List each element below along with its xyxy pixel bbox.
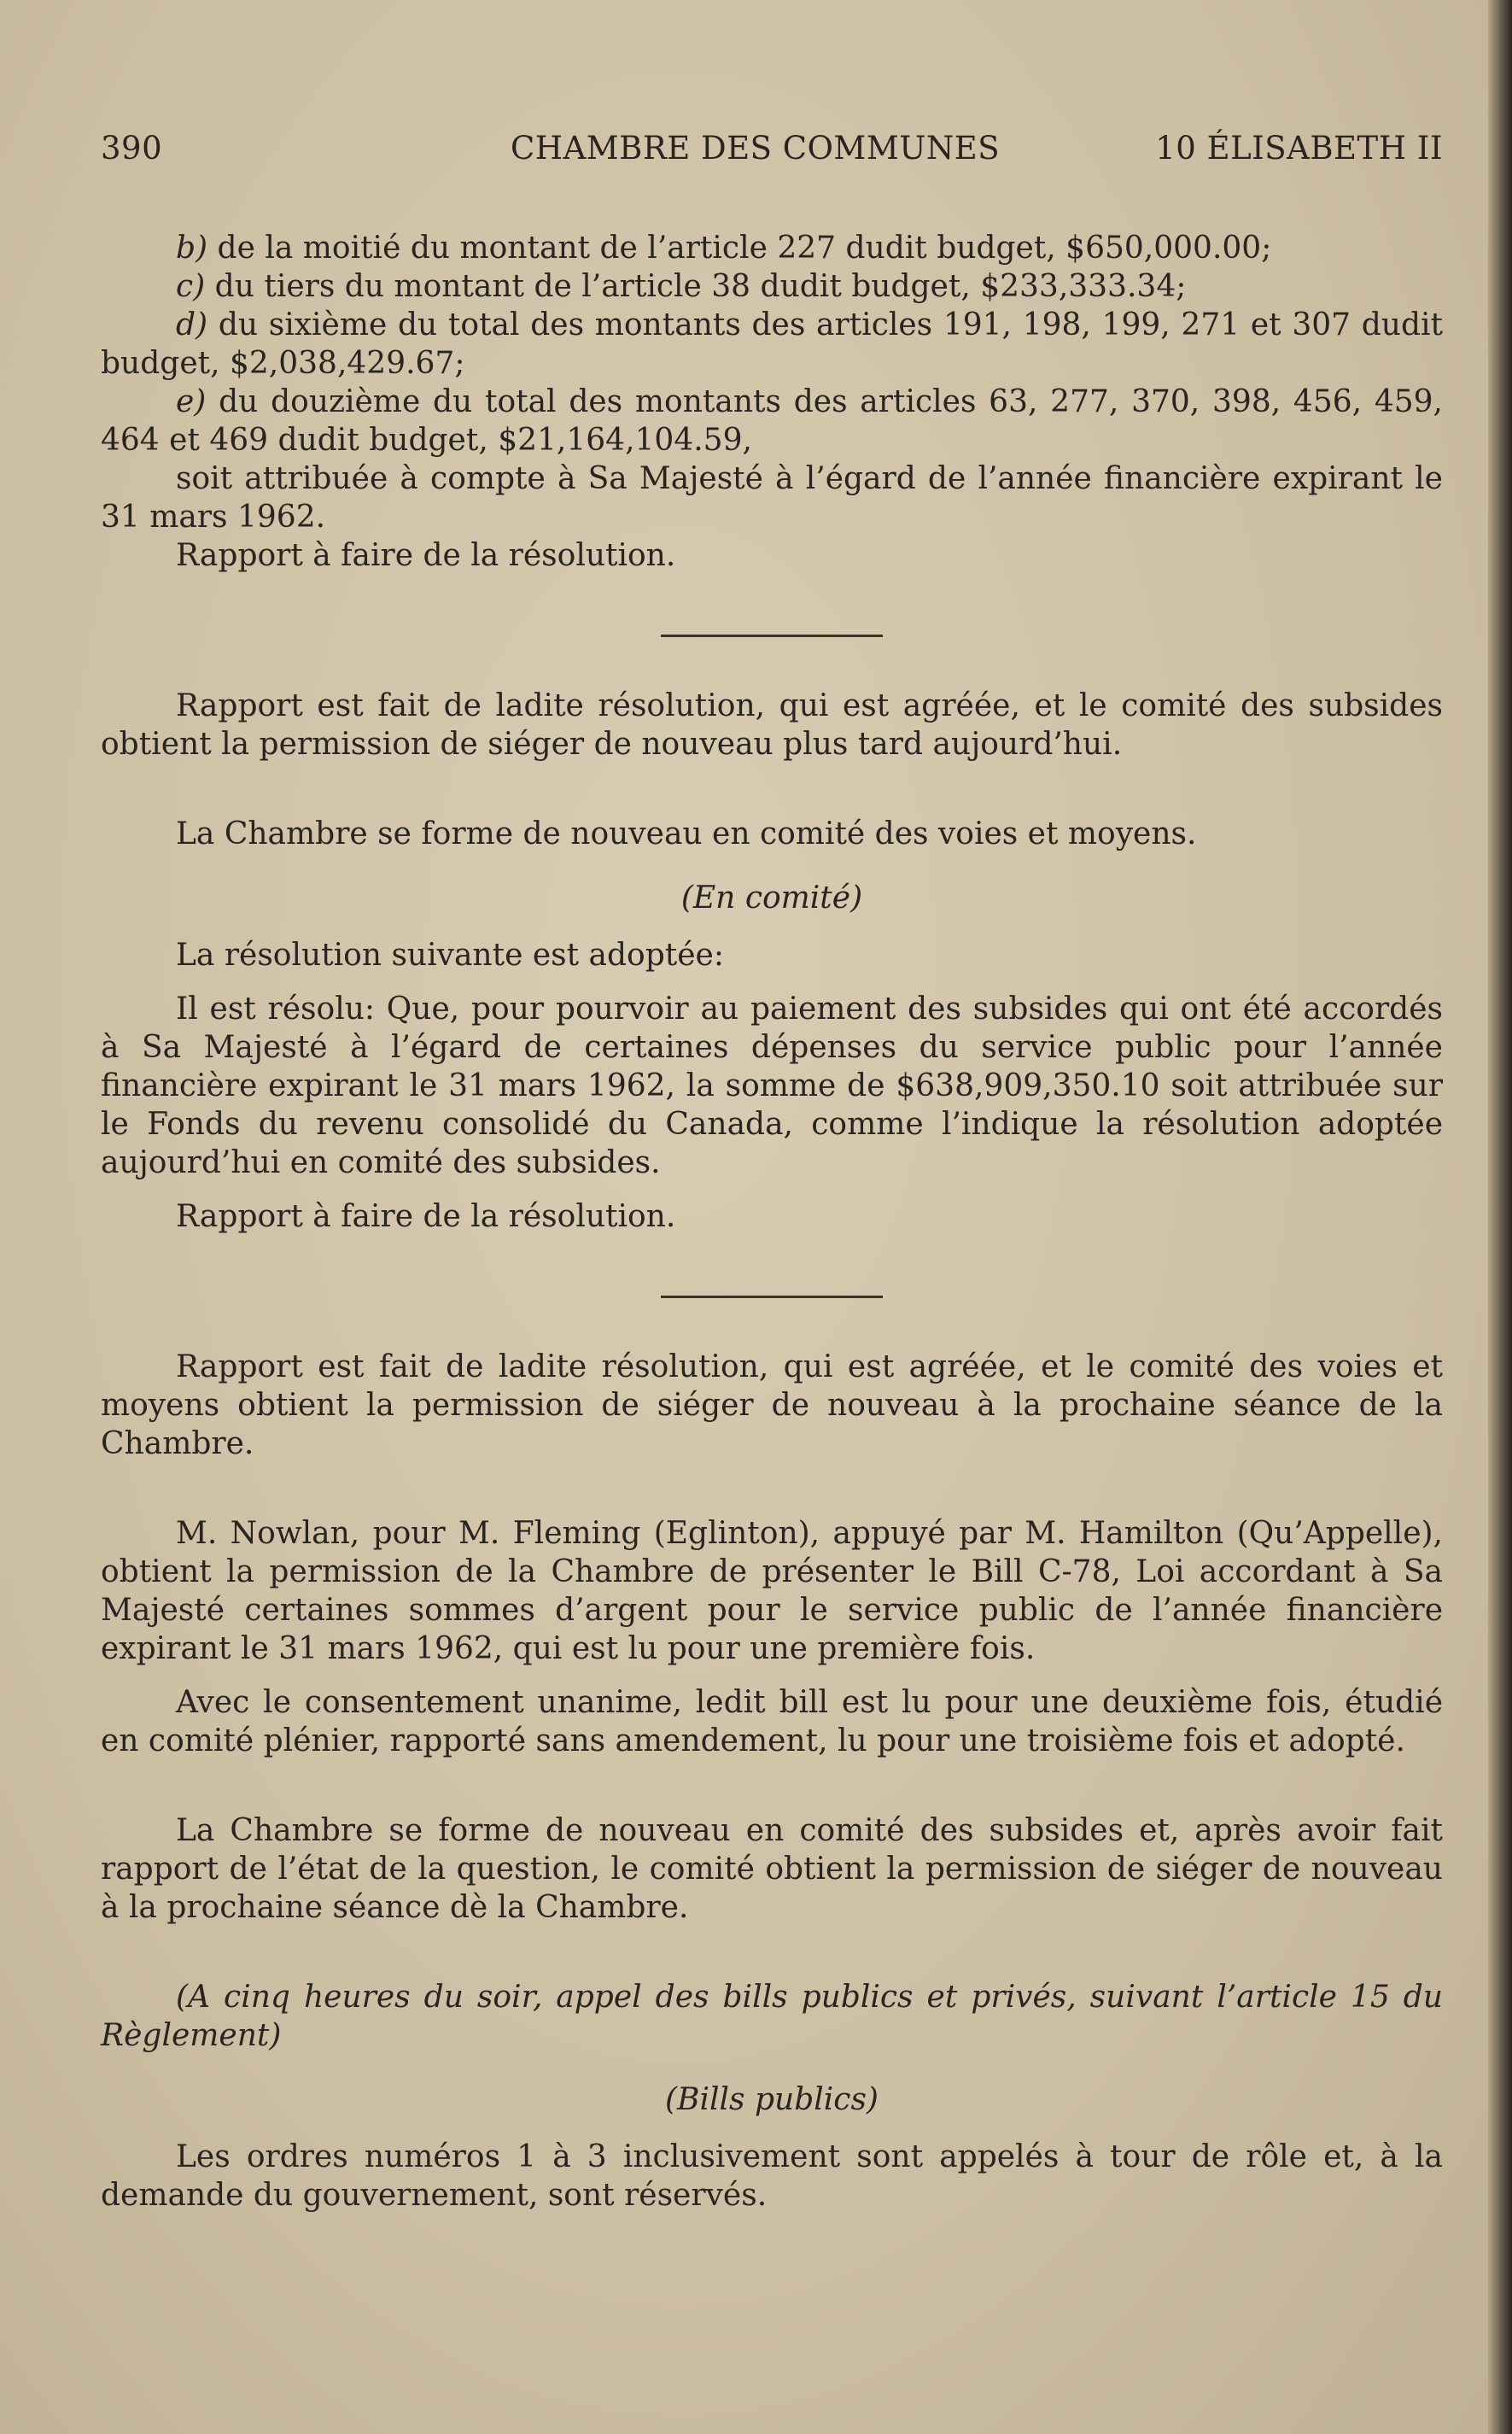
- page-header: [101, 130, 1443, 181]
- page-title: CHAMBRE DES COMMUNES: [511, 130, 1001, 167]
- section-heading: (En comité): [680, 881, 863, 916]
- item-label: c): [176, 269, 206, 304]
- paragraph: soit attribuée à compte à Sa Majesté à l’égard de l’année financière expirant le 31 mars 1962.: [101, 461, 1443, 535]
- page-edge: [1488, 0, 1512, 2434]
- paragraph: Rapport est fait de ladite résolution, qui est agréée, et le comité des subsides obtient la permission de siéger de nouveau plus tard aujourd’hui.: [101, 688, 1443, 762]
- page-body: [101, 229, 1443, 2215]
- paragraph: Il est résolu: Que, pour pourvoir au paiement des subsides qui ont été accordés à Sa Majesté à l’égard de certaines dépenses du service public pour l’année financière expirant le 31 mars 1962, la somme de $638,909,350.10 soit attribuée sur le Fonds du revenu consolidé du Canada, comme l’indique la résolution adoptée aujourd’hui en comité des subsides.: [101, 992, 1443, 1180]
- paragraph: La Chambre se forme de nouveau en comité des voies et moyens.: [176, 816, 1197, 851]
- paragraph: Rapport à faire de la résolution.: [176, 538, 676, 573]
- item-text: du douzième du total des montants des articles 63, 277, 370, 398, 456, 459, 464 et 469 dudit budget, $21,164,104.59,: [101, 384, 1443, 458]
- section-divider: [661, 635, 883, 637]
- paragraph: Avec le consentement unanime, ledit bill est lu pour une deuxième fois, étudié en comité plénier, rapporté sans amendement, lu pour une troisième fois et adopté.: [101, 1685, 1443, 1758]
- paragraph: M. Nowlan, pour M. Fleming (Eglinton), appuyé par M. Hamilton (Qu’Appelle), obtient la permission de la Chambre de présenter le Bill C-78, Loi accordant à Sa Majesté certaines sommes d’argent pour le service public de l’année financière expirant le 31 mars 1962, qui est lu pour une première fois.: [101, 1516, 1443, 1666]
- page-number: 390: [101, 130, 163, 167]
- item-text: du tiers du montant de l’article 38 dudit budget, $233,333.34;: [214, 269, 1187, 304]
- list-item: [101, 267, 1443, 306]
- list-item: [101, 306, 1443, 383]
- item-label: d): [176, 307, 208, 342]
- item-text: de la moitié du montant de l’article 227 dudit budget, $650,000.00;: [217, 231, 1272, 266]
- section-divider: [661, 1296, 883, 1298]
- paragraph: Rapport est fait de ladite résolution, qui est agréée, et le comité des voies et moyens obtient la permission de siéger de nouveau à la prochaine séance de la Chambre.: [101, 1349, 1443, 1461]
- item-label: e): [176, 384, 207, 419]
- paragraph: La Chambre se forme de nouveau en comité des subsides et, après avoir fait rapport de l’état de la question, le comité obtient la permission de siéger de nouveau à la prochaine séance dè la Chambre.: [101, 1813, 1443, 1925]
- section-heading: (Bills publics): [665, 2082, 879, 2117]
- paragraph: (A cinq heures du soir, appel des bills publics et privés, suivant l’article 15 du Règlement): [101, 1980, 1443, 2053]
- reign-label: 10 ÉLISABETH II: [1155, 130, 1443, 167]
- paragraph: Rapport à faire de la résolution.: [176, 1199, 676, 1234]
- paragraph: Les ordres numéros 1 à 3 inclusivement sont appelés à tour de rôle et, à la demande du gouvernement, sont réservés.: [101, 2139, 1443, 2213]
- paragraph: La résolution suivante est adoptée:: [176, 938, 724, 973]
- list-item: [101, 383, 1443, 459]
- item-label: b): [176, 231, 208, 266]
- item-text: du sixième du total des montants des articles 191, 198, 199, 271 et 307 dudit budget, $2,038,429.67;: [101, 307, 1443, 381]
- list-item: [101, 229, 1443, 267]
